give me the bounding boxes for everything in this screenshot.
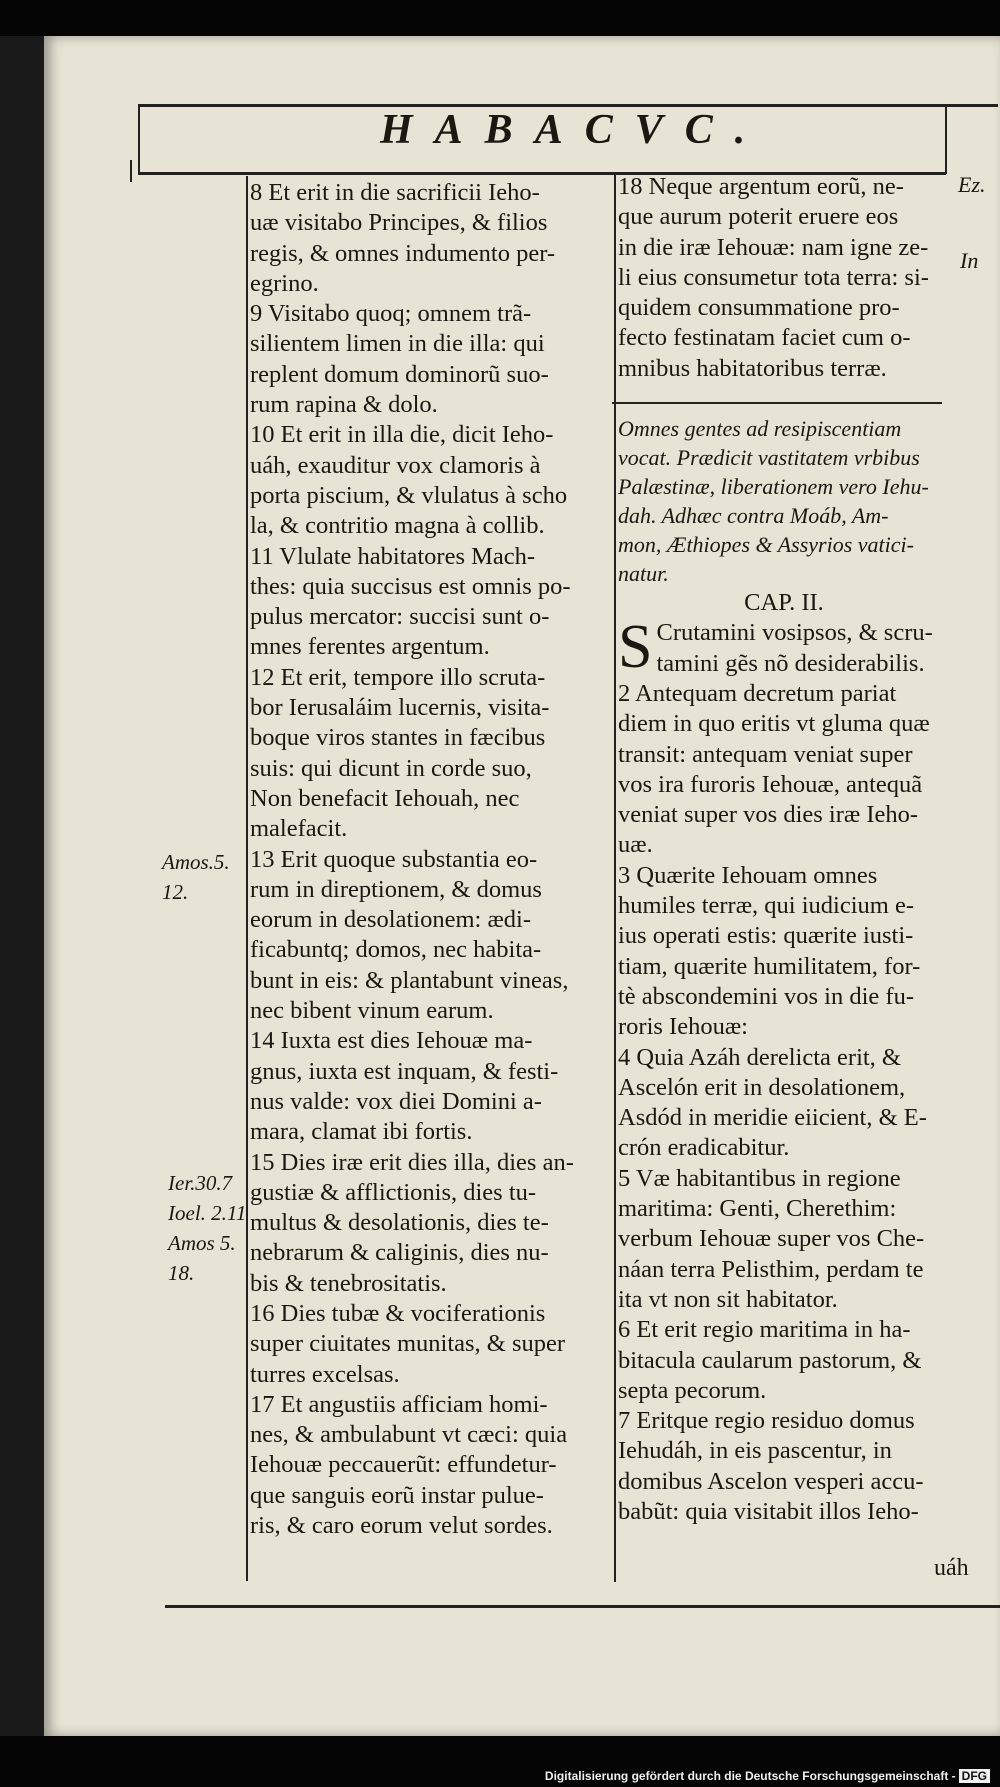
text-line: turres excelsas. (250, 1360, 400, 1388)
text-line: 11 Vlulate habitatores Mach- (250, 542, 536, 570)
text-line: 13 Erit quoque substantia eo- (250, 845, 538, 873)
text-line: diem in quo eritis vt gluma quæ (618, 710, 930, 738)
text-line: suis: qui dicunt in corde suo, (250, 754, 532, 782)
text-line: super ciuitates munitas, & super (250, 1330, 566, 1358)
text-line: 2 Antequam decretum pariat (618, 679, 897, 707)
text-line: porta piscium, & vlulatus à scho (250, 481, 568, 509)
summary-line: Palæstinæ, liberationem vero Iehu- (618, 474, 929, 500)
text-line: Iehudáh, in eis pascentur, in (618, 1437, 892, 1465)
margin-note-line: Ioel. 2.11 (168, 1201, 247, 1225)
text-line: regis, & omnes indumento per- (250, 239, 556, 267)
text-line: gustiæ & afflictionis, dies tu- (250, 1178, 537, 1206)
margin-note-line: 18. (168, 1261, 195, 1285)
text-line: gnus, iuxta est inquam, & festi- (250, 1057, 559, 1085)
text-line: ita vt non sit habitator. (618, 1285, 838, 1313)
chapter-summary (618, 414, 950, 588)
left-column-rule (246, 176, 248, 1581)
text-line: mara, clamat ibi fortis. (250, 1118, 473, 1146)
text-line: ius operati estis: quærite iusti- (618, 922, 914, 950)
text-line: nec bibent vinum earum. (250, 997, 494, 1025)
text-line: bunt in eis: & plantabunt vineas, (250, 966, 569, 994)
header-left-tick (138, 104, 140, 174)
summary-line: natur. (618, 561, 669, 587)
text-line: 16 Dies tubæ & vociferationis (250, 1299, 546, 1327)
text-line: tamini gẽs nõ desiderabilis. (656, 649, 925, 677)
credit-text: Digitalisierung gefördert durch die Deutsche Forschungsgemeinschaft - (544, 1769, 956, 1783)
text-line: mnes ferentes argentum. (250, 633, 490, 661)
text-line: nus valde: vox diei Domini a- (250, 1087, 542, 1115)
text-line: 10 Et erit in illa die, dicit Ieho- (250, 421, 554, 449)
text-line: 12 Et erit, tempore illo scruta- (250, 663, 546, 691)
margin-note-line: 12. (162, 880, 189, 904)
text-line: pulus mercator: succisi sunt o- (250, 603, 550, 631)
text-line: náan terra Pelisthim, perdam te (618, 1255, 924, 1283)
text-line: rum rapina & dolo. (250, 391, 438, 419)
text-line: verbum Iehouæ super vos Che- (618, 1225, 925, 1253)
text-line: la, & contritio magna à collib. (250, 512, 545, 540)
text-line: 9 Visitabo quoq; omnem trã- (250, 300, 532, 328)
text-line: uæ. (618, 831, 653, 859)
text-line: Crutamini vosipsos, & scru- (656, 619, 933, 647)
footer-rule (165, 1605, 1000, 1608)
text-line: quidem consummatione pro- (618, 294, 900, 322)
text-line: multus & desolationis, dies te- (250, 1209, 549, 1237)
text-line: domibus Ascelon vesperi accu- (618, 1467, 924, 1495)
left-text-column (250, 178, 620, 1541)
text-line: maritima: Genti, Cherethim: (618, 1195, 897, 1223)
text-line: egrino. (250, 269, 319, 297)
text-line: ris, & caro eorum velut sordes. (250, 1512, 553, 1540)
margin-reference-ier (168, 1168, 246, 1288)
text-line: mnibus habitatoribus terræ. (618, 354, 887, 382)
text-line: vos ira furoris Iehouæ, antequã (618, 770, 923, 798)
text-line: li eius consumetur tota terra: si- (618, 263, 929, 291)
text-line: boque viros stantes in fæcibus (250, 724, 546, 752)
text-line: ficabuntq; domos, nec habita- (250, 936, 542, 964)
margin-note-line: Amos 5. (168, 1231, 236, 1255)
book-spine-edge (0, 36, 44, 1736)
text-line: silientem limen in die illa: qui (250, 330, 545, 358)
text-line: eorum in desolationem: ædi- (250, 906, 532, 934)
margin-tick (130, 160, 132, 182)
text-line: rum in direptionem, & domus (250, 875, 542, 903)
edge-letter: Ez. (958, 172, 986, 197)
text-line: malefacit. (250, 815, 348, 843)
catchword: uáh (934, 1555, 969, 1581)
text-line: que aurum poterit eruere eos (618, 203, 899, 231)
text-line: 5 Væ habitantibus in regione (618, 1164, 901, 1192)
text-line: bis & tenebrositatis. (250, 1269, 447, 1297)
text-line: 18 Neque argentum eorũ, ne- (618, 173, 904, 200)
summary-line: Omnes gentes ad resipiscentiam (618, 416, 902, 442)
digitization-credit (545, 1769, 990, 1783)
text-line: babũt: quia visitabit illos Ieho- (618, 1497, 919, 1525)
text-line: crón eradicabitur. (618, 1134, 790, 1162)
text-line: Iehouæ peccauerũt: effundetur- (250, 1451, 557, 1479)
text-line: septa pecorum. (618, 1376, 767, 1404)
text-line: 3 Quærite Iehouam omnes (618, 861, 878, 889)
text-line: humiles terræ, qui iudicium e- (618, 892, 914, 920)
margin-note-line: Amos.5. (162, 850, 230, 874)
margin-note-line: Ier.30.7 (168, 1171, 233, 1195)
text-line: Non benefacit Iehouah, nec (250, 784, 520, 812)
summary-line: mon, Æthiopes & Assyrios vatici- (618, 532, 914, 558)
text-line: uæ visitabo Principes, & filios (250, 209, 548, 237)
drop-capital: S (618, 613, 653, 682)
text-line: 15 Dies iræ erit dies illa, dies an- (250, 1148, 574, 1176)
text-line: 6 Et erit regio maritima in ha- (618, 1316, 911, 1344)
text-line: 7 Eritque regio residuo domus (618, 1407, 915, 1435)
text-line: transit: antequam veniat super (618, 740, 913, 768)
text-line: uáh, exauditur vox clamoris à (250, 451, 541, 479)
text-line: veniat super vos dies iræ Ieho- (618, 801, 919, 829)
text-line: replent domum dominorũ suo- (250, 360, 549, 388)
text-line: thes: quia succisus est omnis po- (250, 572, 571, 600)
text-line: 4 Quia Azáh derelicta erit, & (618, 1043, 901, 1071)
text-line: 8 Et erit in die sacrificii Ieho- (250, 179, 540, 206)
summary-line: dah. Adhæc contra Moáb, Am- (618, 503, 889, 529)
edge-letter: In (960, 248, 979, 273)
text-line: nebrarum & caliginis, dies nu- (250, 1239, 549, 1267)
right-text-column (618, 172, 950, 1527)
text-line: 14 Iuxta est dies Iehouæ ma- (250, 1027, 533, 1055)
text-line: bor Ierusaláim lucernis, visita- (250, 694, 550, 722)
text-line: in die iræ Iehouæ: nam igne ze- (618, 233, 929, 261)
text-line: roris Iehouæ: (618, 1013, 748, 1041)
text-line: tè abscondemini vos in die fu- (618, 982, 914, 1010)
summary-line: vocat. Prædicit vastitatem vrbibus (618, 445, 920, 471)
margin-reference-amos (162, 847, 230, 907)
header-right-tick (945, 104, 947, 174)
text-line: 17 Et angustiis afficiam homi- (250, 1390, 548, 1418)
text-line: bitacula caularum pastorum, & (618, 1346, 922, 1374)
text-line: tiam, quærite humilitatem, for- (618, 952, 921, 980)
text-line: fecto festinatam faciet cum o- (618, 324, 911, 352)
text-line: Ascelón erit in desolationem, (618, 1073, 906, 1101)
text-line: Asdód in meridie eiicient, & E- (618, 1104, 927, 1132)
running-head-title: HABACVC. (380, 107, 768, 153)
text-line: que sanguis eorũ instar pulue- (250, 1481, 544, 1509)
dfg-logo: DFG (959, 1769, 990, 1783)
text-line: nes, & ambulabunt vt cæci: quia (250, 1421, 568, 1449)
chapter-heading: CAP. II. (744, 589, 824, 617)
